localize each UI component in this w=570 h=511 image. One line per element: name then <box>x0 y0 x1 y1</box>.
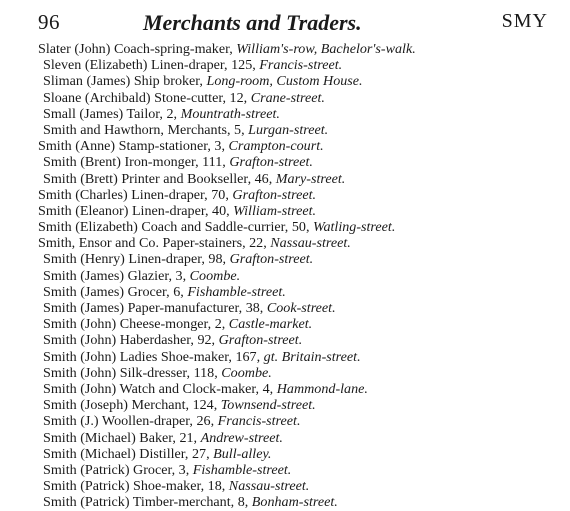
entry-name: Smith (Anne) <box>38 138 116 155</box>
entry-address: Fishamble-street. <box>192 461 292 478</box>
entry-trade: Woollen-draper, <box>101 413 193 430</box>
entry-trade: Shoe-maker, <box>133 478 205 495</box>
entry-address: Grafton-street. <box>232 186 317 203</box>
entry-number: 167, <box>235 348 261 365</box>
entry-name: Smith (John) <box>43 380 117 397</box>
entry-address: Grafton-street. <box>229 251 314 268</box>
entry-number: 111, <box>202 154 226 171</box>
entry-number: 125, <box>231 57 256 74</box>
directory-entry <box>38 478 558 494</box>
entry-address: Townsend-street. <box>220 397 316 414</box>
entry-address: Grafton-street. <box>218 332 303 349</box>
entry-number: 98, <box>208 251 227 268</box>
directory-entry <box>38 138 558 154</box>
entry-name: Smith (John) <box>43 348 117 365</box>
entry-name: Smith (Eleanor) <box>38 202 129 219</box>
directory-entry <box>38 57 558 73</box>
entry-address: William's-row, Bachelor's-walk. <box>236 41 416 57</box>
entry-name: Smith (Brent) <box>43 154 121 171</box>
directory-entry <box>38 154 558 170</box>
running-title: Merchants and Traders. <box>143 10 362 35</box>
entry-number: 92, <box>197 332 216 349</box>
entry-number: 70, <box>211 186 229 203</box>
directory-entry <box>38 122 558 138</box>
entry-trade: Glazier, <box>127 267 173 284</box>
entry-name: Smith (James) <box>43 300 125 316</box>
entry-address: Francis-street. <box>217 413 301 430</box>
entry-address: Nassau-street. <box>228 478 310 495</box>
entry-name: Sliman (James) <box>43 73 131 90</box>
directory-entry <box>38 268 558 284</box>
directory-entry <box>38 462 558 478</box>
directory-entry <box>38 397 558 413</box>
entry-number: 3, <box>175 267 187 284</box>
entry-trade: Stamp-stationer, <box>118 138 211 155</box>
directory-entry <box>38 365 558 381</box>
page-number: 96 <box>38 10 60 34</box>
directory-entry <box>38 203 558 219</box>
entry-number: 6, <box>173 283 184 300</box>
directory-entry <box>38 235 558 251</box>
entry-trade: Grocer, <box>127 283 170 300</box>
entry-address: Coombe. <box>221 364 272 381</box>
entry-name: Sloane (Archibald) <box>43 89 151 106</box>
directory-entry <box>38 332 558 348</box>
entry-trade: Coach and Saddle-currier, <box>141 219 289 236</box>
directory-entry <box>38 300 558 316</box>
directory-entry <box>38 316 558 332</box>
entry-address: Bonham-street. <box>251 494 338 511</box>
entry-number: 38, <box>245 300 264 316</box>
directory-entry <box>38 171 558 187</box>
entry-address: Coombe. <box>189 267 241 284</box>
directory-entry <box>38 187 558 203</box>
entry-name: Smith (James) <box>43 283 125 300</box>
entry-number: 5, <box>234 121 245 138</box>
directory-entry <box>38 430 558 446</box>
entry-trade: Coach-spring-maker, <box>113 41 233 57</box>
entry-trade: Printer and Bookseller, <box>121 170 252 187</box>
entry-trade: Ladies Shoe-maker, <box>119 348 232 365</box>
entry-name: Smith (Brett) <box>43 170 118 187</box>
entry-number: 3, <box>214 138 225 155</box>
entry-trade: Distiller, <box>139 445 189 462</box>
entry-name: Smith (Charles) <box>38 186 128 203</box>
entry-address: Mary-street. <box>275 170 346 187</box>
entry-trade: Ship broker, <box>133 73 203 90</box>
entry-trade: Baker, <box>139 429 176 446</box>
directory-entries <box>38 41 558 510</box>
entry-name: Smith (Michael) <box>43 445 136 462</box>
entry-number: 18, <box>207 478 226 495</box>
entry-address: gt. Britain-street. <box>263 348 361 365</box>
entry-name: Smith (John) <box>43 316 117 333</box>
entry-name: Sleven (Elizabeth) <box>43 57 148 74</box>
entry-address: Andrew-street. <box>200 429 283 446</box>
entry-address: Nassau-street. <box>270 235 351 252</box>
entry-trade: Linen-draper, <box>131 186 208 203</box>
entry-name: Smith (Patrick) <box>43 494 130 511</box>
entry-name: Smith (John) <box>43 364 117 381</box>
entry-address: Mountrath-street. <box>180 105 280 122</box>
entry-address: Long-room, Custom House. <box>206 73 363 90</box>
entry-name: Smith (Henry) <box>43 251 125 268</box>
entry-address: Fishamble-street. <box>187 283 286 300</box>
directory-entry <box>38 41 558 57</box>
entry-number: 3, <box>178 461 190 478</box>
entry-name: Smith and Hawthorn, <box>43 121 164 138</box>
entry-trade: Haberdasher, <box>119 332 194 349</box>
entry-number: 12, <box>229 89 248 106</box>
entry-number: 46, <box>254 170 273 187</box>
entry-number: 50, <box>291 219 310 236</box>
entry-name: Smith (Joseph) <box>43 397 128 414</box>
entry-address: Cook-street. <box>266 300 336 316</box>
directory-entry <box>38 219 558 235</box>
entry-trade: Merchants, <box>167 121 231 138</box>
entry-address: Grafton-street. <box>229 154 313 171</box>
entry-address: Hammond-lane. <box>276 380 368 397</box>
entry-number: 118, <box>193 364 218 381</box>
entry-trade: Silk-dresser, <box>119 364 191 381</box>
entry-trade: Cheese-monger, <box>119 316 212 333</box>
entry-number: 21, <box>179 429 198 446</box>
entry-address: Crane-street. <box>250 89 325 106</box>
directory-entry <box>38 73 558 89</box>
entry-trade: Grocer, <box>133 461 176 478</box>
entry-address: William-street. <box>233 202 317 219</box>
directory-entry <box>38 284 558 300</box>
directory-entry <box>38 90 558 106</box>
entry-trade: Stone-cutter, <box>154 89 226 106</box>
entry-number: 4, <box>262 380 274 397</box>
directory-entry <box>38 413 558 429</box>
entry-name: Smith (J.) <box>43 413 99 430</box>
entry-trade: Watch and Clock-maker, <box>119 380 260 397</box>
entry-name: Smith (Patrick) <box>43 461 130 478</box>
entry-address: Crampton-court. <box>228 138 324 155</box>
entry-trade: Linen-draper, <box>131 202 209 219</box>
directory-entry <box>38 106 558 122</box>
entry-number: 27, <box>191 445 210 462</box>
entry-number: 2, <box>214 316 226 333</box>
entry-number: 2, <box>166 105 178 122</box>
directory-entry <box>38 349 558 365</box>
entry-trade: Linen-draper, <box>151 57 228 74</box>
entry-address: Francis-street. <box>259 57 343 74</box>
entry-address: Lurgan-street. <box>248 121 329 138</box>
entry-number: 26, <box>196 413 215 430</box>
entry-name: Smith (Elizabeth) <box>38 219 138 236</box>
entry-trade: Iron-monger, <box>124 154 199 171</box>
entry-name: Smith, Ensor and Co. <box>38 235 159 252</box>
entry-number: 8, <box>237 494 249 511</box>
entry-name: Small (James) <box>43 105 124 122</box>
entry-name: Smith (James) <box>43 267 125 284</box>
entry-address: Watling-street. <box>313 219 396 236</box>
entry-address: Bull-alley. <box>213 445 272 462</box>
entry-name: Slater (John) <box>38 41 111 57</box>
entry-name: Smith (Michael) <box>43 429 136 446</box>
directory-entry <box>38 494 558 510</box>
entry-trade: Paper-stainers, <box>162 235 246 252</box>
entry-trade: Timber-merchant, <box>132 494 235 511</box>
entry-number: 124, <box>192 397 218 414</box>
entry-number: 22, <box>249 235 267 252</box>
page-header <box>38 10 548 38</box>
directory-entry <box>38 446 558 462</box>
entry-trade: Merchant, <box>131 397 190 414</box>
entry-name: Smith (John) <box>43 332 117 349</box>
entry-trade: Linen-draper, <box>128 251 205 268</box>
section-key: SMY <box>501 10 548 32</box>
entry-trade: Tailor, <box>126 105 163 122</box>
directory-entry <box>38 251 558 267</box>
entry-address: Castle-market. <box>228 316 313 333</box>
entry-number: 40, <box>212 202 230 219</box>
entry-name: Smith (Patrick) <box>43 478 130 495</box>
entry-trade: Paper-manufacturer, <box>127 300 243 316</box>
directory-entry <box>38 381 558 397</box>
